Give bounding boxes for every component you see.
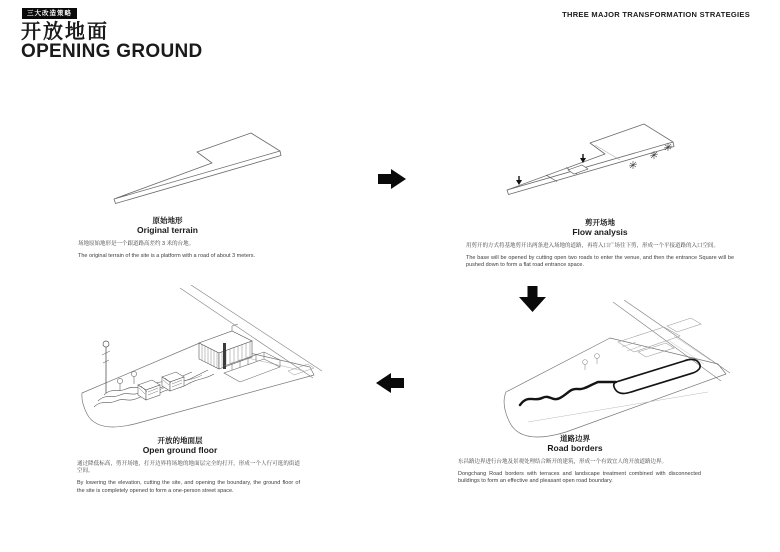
original-terrain-diagram [60,118,320,218]
road-band [180,285,322,378]
platform-outline [507,124,674,195]
terraced-boundary-line [520,382,616,405]
arrow-right-icon [378,167,406,191]
section-body-en: The original terrain of the site is a platform with a road of about 3 meters. [78,252,256,259]
section-title-en: Flow analysis [572,227,628,238]
section-body-zh: 东昌路边界进行台地及景观处理结合断开的建筑，形成一个有效宜人的开放道路边界。 [458,458,668,465]
trees [583,354,600,370]
small-pavilions [138,372,184,400]
road-borders-diagram [468,300,768,440]
section-open-ground-floor [60,436,300,500]
section-body [60,241,275,261]
section-original-terrain [60,216,275,265]
section-title-zh: 开放的地面层 [157,436,203,445]
section-body [447,459,703,486]
section-title-en: Road borders [547,443,603,454]
section-title-en: Original terrain [137,225,198,236]
section-flow-analysis [462,218,738,275]
strategy-tag: 三大改造策略 [22,8,77,19]
flag-pole [102,341,110,393]
page-title-en: OPENING GROUND [21,41,203,62]
flow-analysis-diagram [462,118,738,223]
section-body-zh: 场地原始地形是一个跟道路高差约 3 米的台地。 [78,240,195,247]
open-ground-floor-diagram [62,285,352,435]
section-title-en: Open ground floor [142,445,218,456]
road-band [613,300,730,381]
arrow-down-icon [517,286,548,312]
section-title-zh: 剪开场地 [585,218,615,227]
trees [117,371,136,391]
arrow-left-icon [376,371,404,395]
section-body [60,461,300,496]
section-title-zh: 原始地形 [152,216,183,225]
building-core [223,343,226,369]
main-building [199,324,252,369]
section-road-borders [447,434,703,491]
section-body-zh: 用剪开的方式将基地剪开出两条进入场地的道路，再将入口广场往下剪，形成一个平接道路的入口空间。 [466,242,720,249]
platform-outline [114,133,281,204]
page-title-zh: 开放地面 [21,21,109,43]
upper-buildings [618,318,701,357]
section-body [462,243,738,270]
section-body-en: The base will be opened by cutting open two roads to enter the venue, and then the entrance Square will be pushed down to form a flat road entrance space. [466,254,734,269]
section-body-en: Dongchang Road borders with terraces and landscape treatment combined with disconnected buildings to form an effective and pleasant open road boundary. [458,470,701,485]
section-body-zh: 通过降低标高，剪开场地，打开边界将场地的地面层完全的打开，形成一个人行可逛的街道空间。 [77,460,300,474]
header-right-title: THREE MAJOR TRANSFORMATION STRATEGIES [562,10,750,19]
section-title-zh: 道路边界 [560,434,590,443]
section-body-en: By lowering the elevation, cutting the site, and opening the boundary, the ground floor of the site is completely opened to form a one-person street space. [77,480,300,494]
